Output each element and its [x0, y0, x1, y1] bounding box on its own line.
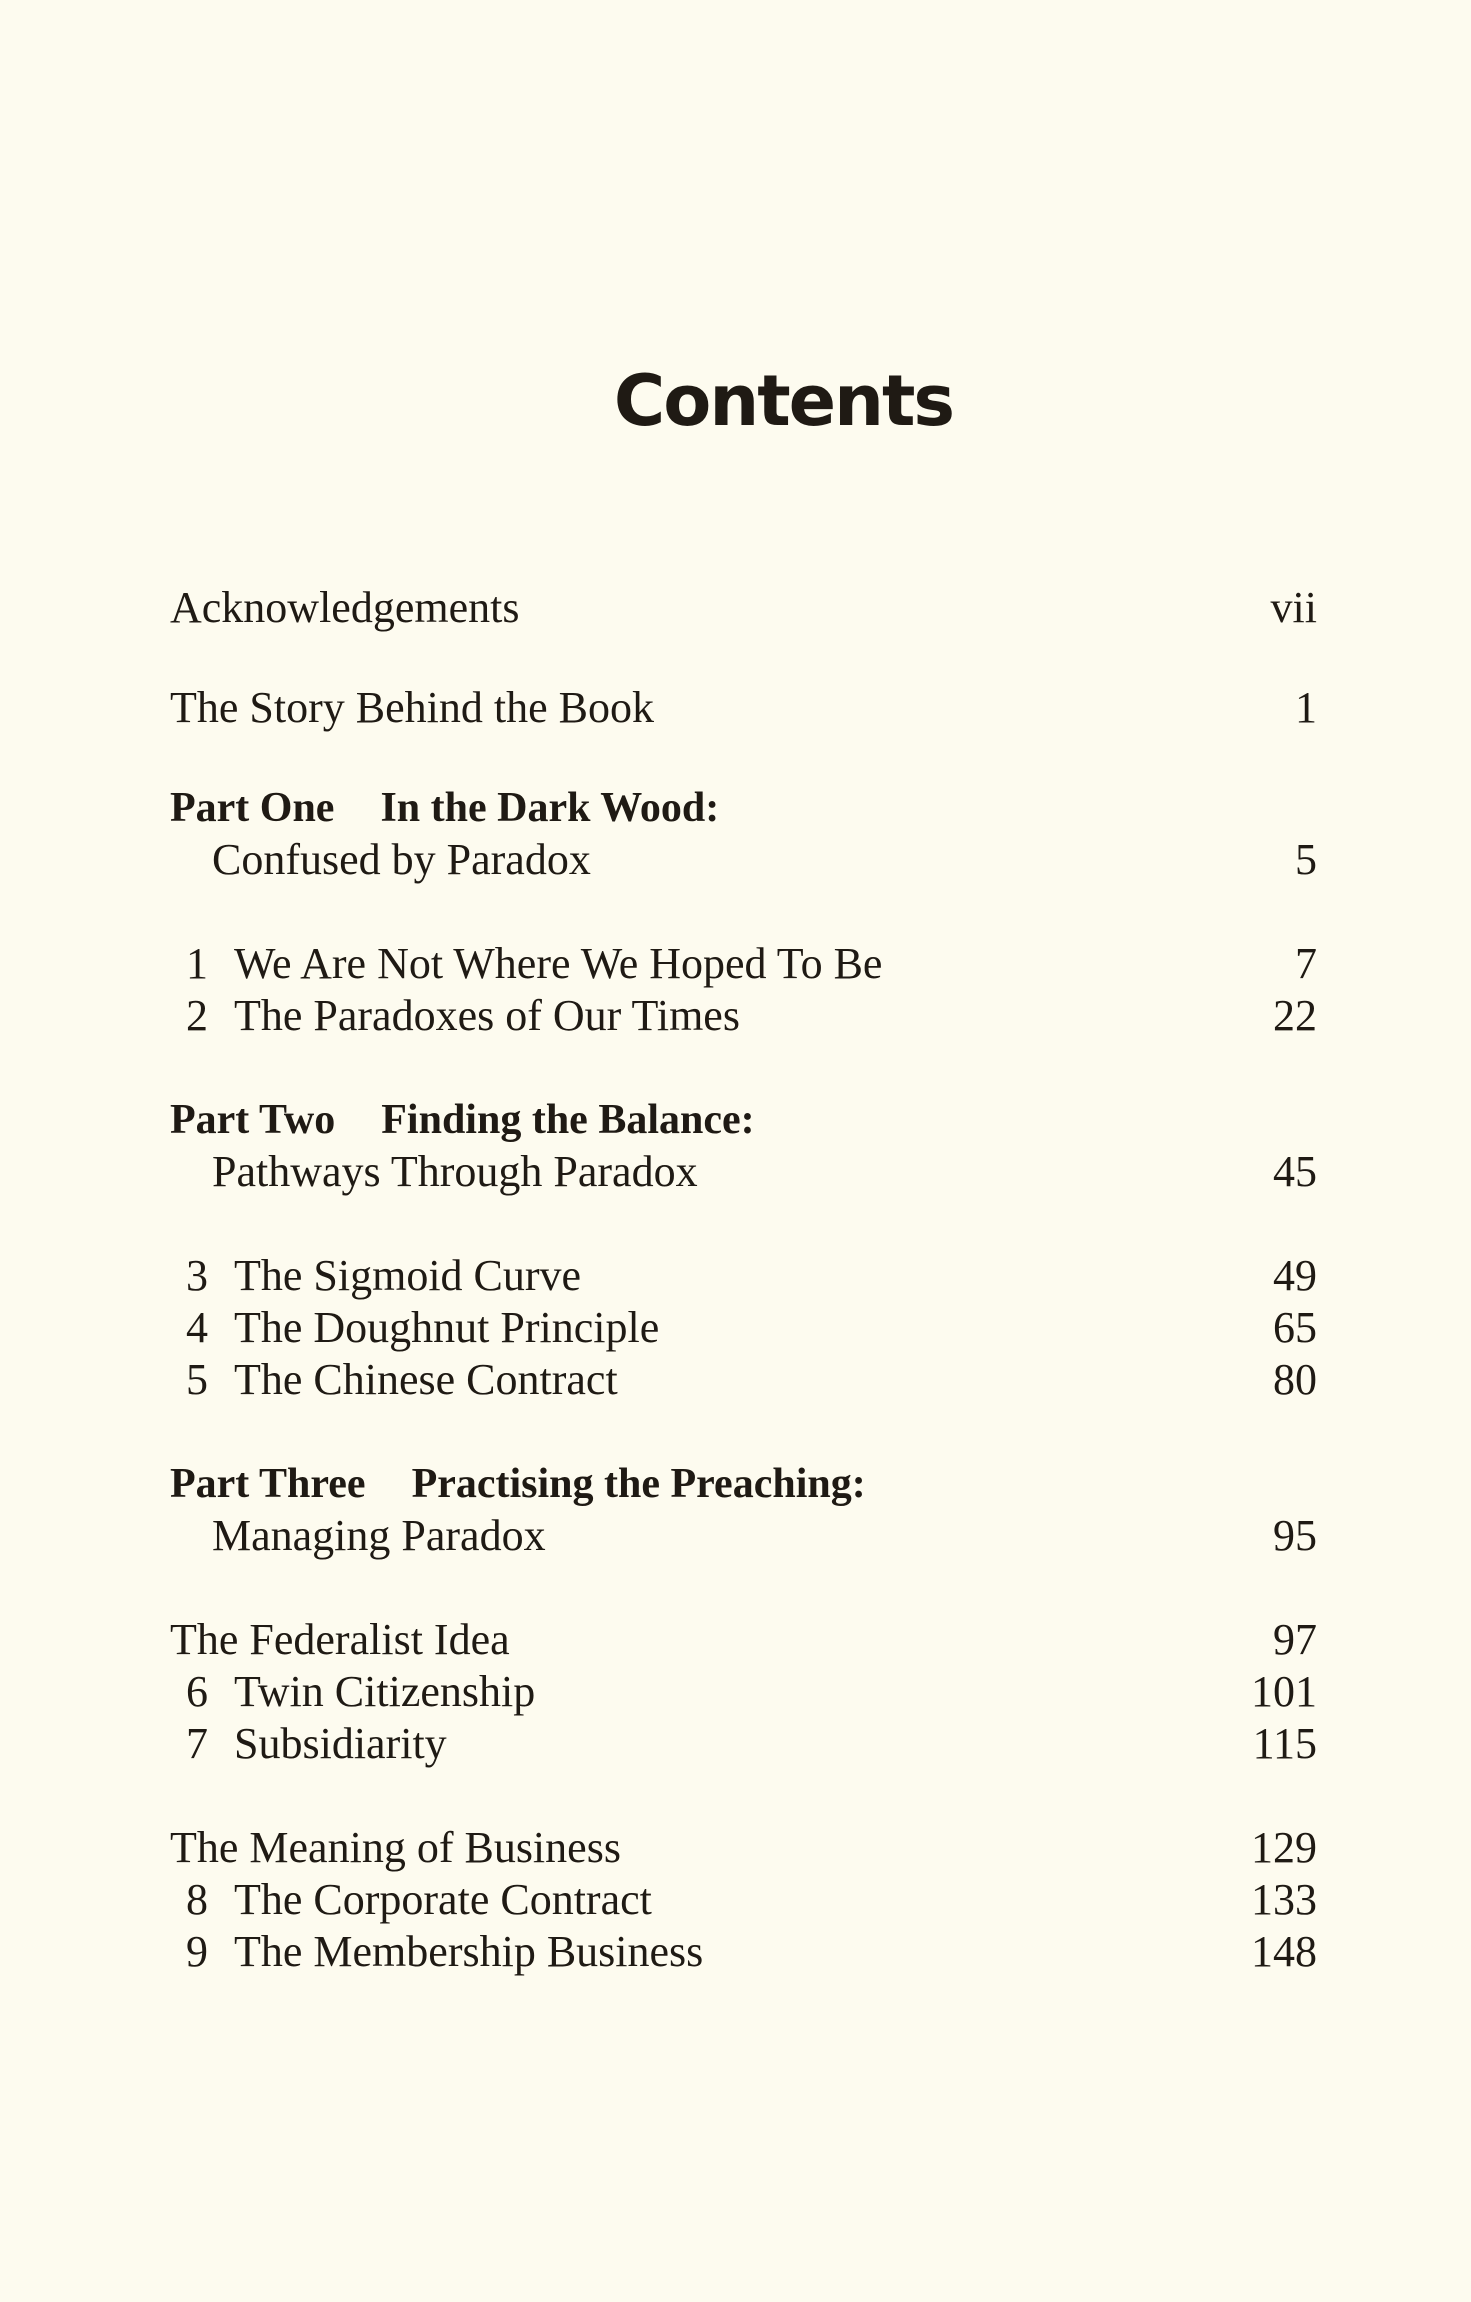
part-label: Part Three	[170, 1461, 366, 1507]
toc-page-number: 148	[1251, 1927, 1317, 1976]
toc-page-number: 101	[1251, 1667, 1317, 1716]
chapter-entry	[170, 1666, 1317, 1718]
part-subtitle: Managing Paradox	[212, 1511, 546, 1560]
toc-page-number: 80	[1273, 1355, 1317, 1404]
toc-page-number: 45	[1273, 1147, 1317, 1196]
chapter-entry	[170, 1354, 1317, 1406]
part-title: Practising the Preaching:	[411, 1461, 866, 1507]
chapter-number: 1	[186, 939, 208, 988]
toc-page-number: 115	[1252, 1719, 1317, 1768]
toc-page-number: 49	[1273, 1251, 1317, 1300]
part-subtitle: Confused by Paradox	[212, 835, 591, 884]
part-two-heading	[170, 1094, 1317, 1146]
section-title: The Meaning of Business	[170, 1823, 621, 1872]
chapter-title: Subsidiarity	[234, 1719, 447, 1768]
toc-page-number: 129	[1251, 1823, 1317, 1872]
chapter-number: 5	[186, 1355, 208, 1404]
chapter-title: The Sigmoid Curve	[234, 1251, 582, 1300]
chapter-title: The Paradoxes of Our Times	[234, 991, 740, 1040]
toc-entry-acknowledgements	[170, 582, 1317, 634]
chapter-number: 8	[186, 1875, 208, 1924]
table-of-contents	[170, 582, 1317, 1978]
chapter-title: We Are Not Where We Hoped To Be	[234, 939, 883, 988]
chapter-number: 6	[186, 1667, 208, 1716]
chapter-number: 4	[186, 1303, 208, 1352]
chapter-entry	[170, 1250, 1317, 1302]
toc-page-number: 1	[1295, 683, 1317, 732]
toc-page-number: 7	[1295, 939, 1317, 988]
toc-page-number: vii	[1270, 583, 1317, 632]
chapter-entry	[170, 990, 1317, 1042]
section-entry-business	[170, 1822, 1317, 1874]
section-title: The Federalist Idea	[170, 1615, 510, 1664]
section-entry-federalist	[170, 1614, 1317, 1666]
part-one-subtitle-row	[170, 834, 1317, 886]
part-two-subtitle-row	[170, 1146, 1317, 1198]
toc-page-number: 65	[1273, 1303, 1317, 1352]
page-title: Contents	[613, 360, 954, 442]
chapter-title: The Membership Business	[234, 1927, 704, 1976]
part-subtitle: Pathways Through Paradox	[212, 1147, 698, 1196]
part-title: In the Dark Wood:	[380, 785, 720, 831]
chapter-entry	[170, 1718, 1317, 1770]
toc-page-number: 22	[1273, 991, 1317, 1040]
chapter-title: The Corporate Contract	[234, 1875, 652, 1924]
part-label: Part One	[170, 785, 335, 831]
part-three-heading	[170, 1458, 1317, 1510]
toc-page-number: 95	[1273, 1511, 1317, 1560]
toc-entry-label: The Story Behind the Book	[170, 683, 654, 732]
part-one-heading	[170, 782, 1317, 834]
toc-entry-story	[170, 682, 1317, 734]
toc-page-number: 5	[1295, 835, 1317, 884]
chapter-entry	[170, 1874, 1317, 1926]
part-three-subtitle-row	[170, 1510, 1317, 1562]
chapter-title: The Chinese Contract	[234, 1355, 618, 1404]
part-label: Part Two	[170, 1097, 336, 1143]
toc-entry-label: Acknowledgements	[170, 583, 520, 632]
toc-page-number: 97	[1273, 1615, 1317, 1664]
chapter-number: 7	[186, 1719, 208, 1768]
chapter-number: 9	[186, 1927, 208, 1976]
chapter-entry	[170, 1302, 1317, 1354]
toc-page-number: 133	[1251, 1875, 1317, 1924]
part-title: Finding the Balance:	[381, 1097, 755, 1143]
chapter-number: 2	[186, 991, 208, 1040]
chapter-entry	[170, 938, 1317, 990]
chapter-title: Twin Citizenship	[234, 1667, 536, 1716]
chapter-number: 3	[186, 1251, 208, 1300]
chapter-title: The Doughnut Principle	[234, 1303, 660, 1352]
chapter-entry	[170, 1926, 1317, 1978]
